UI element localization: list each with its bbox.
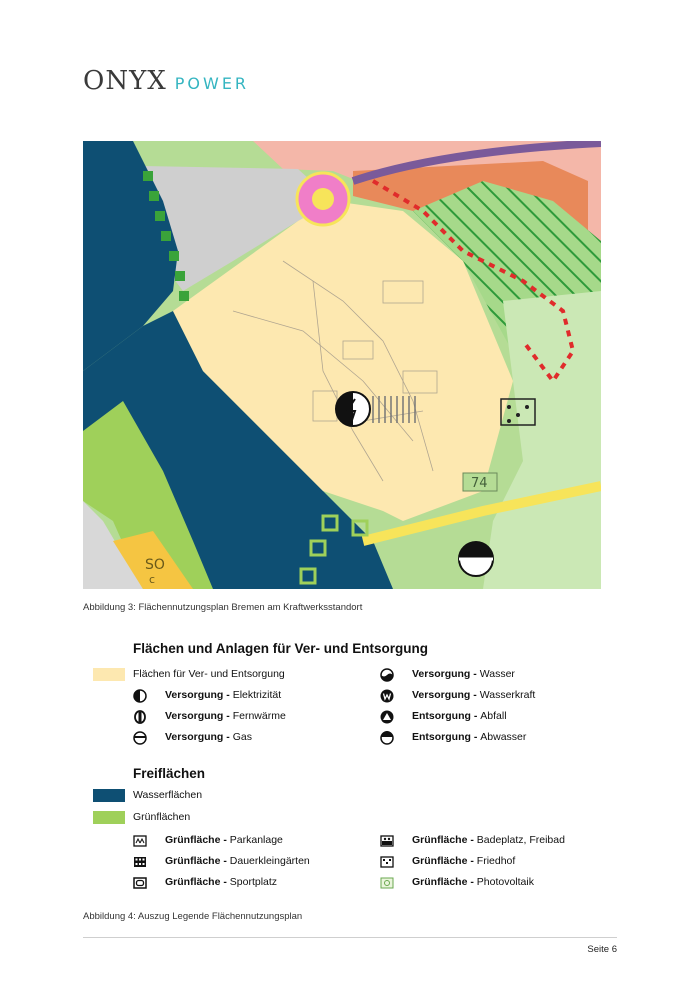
sports-field-icon [133,876,147,890]
electricity-icon [133,689,147,703]
hydropower-icon [380,689,394,703]
legend-label-supply-area: Flächen für Ver- und Entsorgung [133,668,285,680]
legend-panel [83,638,603,898]
legend-item-electricity: Versorgung - Elektrizität [165,689,282,701]
legend-heading-supply: Flächen und Anlagen für Ver- und Entsorgung [133,641,429,656]
land-use-map-graphic [83,141,601,589]
sewage-icon [380,731,394,745]
footer-divider [83,937,617,938]
legend-heading-open-space: Freiflächen [133,766,206,781]
legend-item-photovoltaic: Grünfläche - Photovoltaik [412,876,534,888]
company-logo [83,66,249,96]
park-icon [133,834,147,848]
legend-item-district-heating: Versorgung - Fernwärme [165,710,286,722]
page-number: Seite 6 [587,944,617,955]
legend-item-bathing: Grünfläche - Badeplatz, Freibad [412,834,565,846]
waste-icon [380,710,394,724]
legend-item-hydropower: Versorgung - Wasserkraft [412,689,536,701]
map-caption: Abbildung 3: Flächennutzungsplan Bremen am Kraftwerksstandort [83,602,363,613]
green-area-swatch [93,811,125,824]
supply-marker-center [312,188,334,210]
land-use-map [83,141,601,589]
legend-item-water: Versorgung - Wasser [412,668,515,680]
map-label-zone: SO [145,557,165,573]
photovoltaic-icon [380,876,394,890]
gas-icon [133,731,147,745]
legend-caption: Abbildung 4: Auszug Legende Flächennutzungsplan [83,911,303,922]
district-heating-icon [133,710,147,724]
sewage-map-symbol [459,542,493,576]
legend-item-sports-field: Grünfläche - Sportplatz [165,876,278,888]
logo-word-power: POWER [174,74,250,93]
legend-label-green-area: Grünflächen [133,811,191,823]
legend-item-allotment: Grünfläche - Dauerkleingärten [165,855,310,867]
bathing-icon [380,834,394,848]
water-icon [380,668,394,682]
electricity-map-symbol [336,392,370,426]
legend-item-park: Grünfläche - Parkanlage [165,834,283,846]
water-area-swatch [93,789,125,802]
map-label-zone-sub: c [149,573,156,586]
legend-item-sewage: Entsorgung - Abwasser [412,731,527,743]
map-label-road: 74 [471,476,488,491]
logo-word-onyx: ONYX [83,66,167,96]
legend-item-gas: Versorgung - Gas [165,731,252,743]
legend-item-waste: Entsorgung - Abfall [412,710,507,722]
legend-item-cemetery: Grünfläche - Friedhof [412,855,516,867]
allotment-icon [133,855,147,869]
supply-area-swatch [93,668,125,681]
legend-label-water-area: Wasserflächen [133,789,203,801]
cemetery-icon [380,855,394,869]
